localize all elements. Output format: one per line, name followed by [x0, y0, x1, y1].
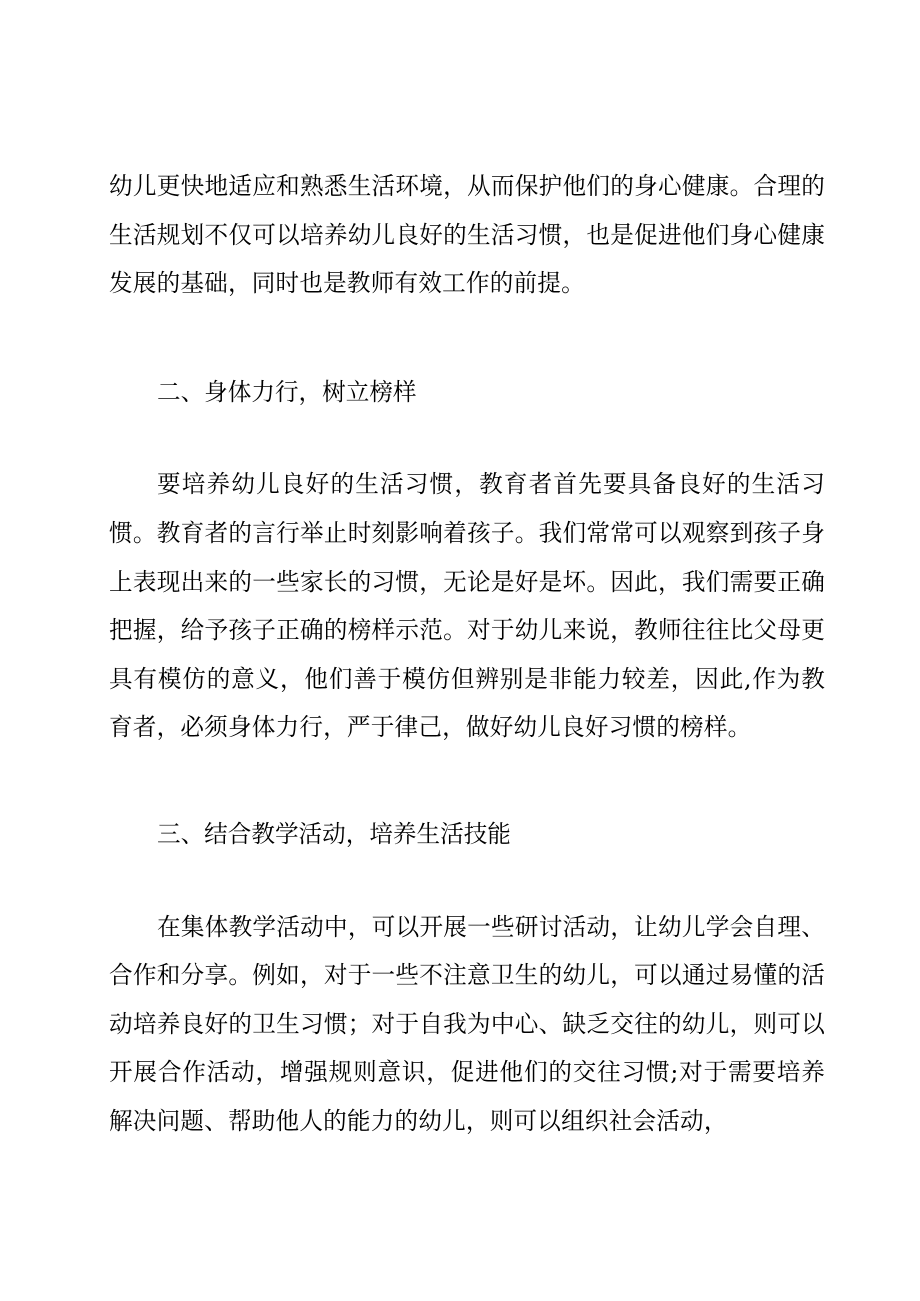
- paragraph-teaching-activities: 在集体教学活动中，可以开展一些研讨活动，让幼儿学会自理、合作和分享。例如，对于一些不注意卫生的幼儿，可以通过易懂的活动培养良好的卫生习惯；对于自我为中心、缺乏交往的幼儿，则可以开展合作活动，增强规则意识，促进他们的交往习惯;对于需要培养解决问题、帮助他人的能力的幼儿，则可以组织社会活动，: [109, 912, 825, 1135]
- paragraph-role-model: 要培养幼儿良好的生活习惯，教育者首先要具备良好的生活习惯。教育者的言行举止时刻影响着孩子。我们常常可以观察到孩子身上表现出来的一些家长的习惯，无论是好是坏。因此，我们需要正确把握，给予孩子正确的榜样示范。对于幼儿来说，教师往往比父母更具有模仿的意义，他们善于模仿但辨别是非能力较差，因此,作为教育者，必须身体力行，严于律己，做好幼儿良好习惯的榜样。: [109, 470, 825, 742]
- section-heading-2: 二、身体力行，树立榜样: [157, 377, 417, 406]
- paragraph-continuation: 幼儿更快地适应和熟悉生活环境，从而保护他们的身心健康。合理的生活规划不仅可以培养幼儿良好的生活习惯，也是促进他们身心健康发展的基础，同时也是教师有效工作的前提。: [109, 172, 825, 298]
- document-body: [109, 162, 825, 1146]
- section-heading-3: 三、结合教学活动，培养生活技能: [157, 819, 511, 848]
